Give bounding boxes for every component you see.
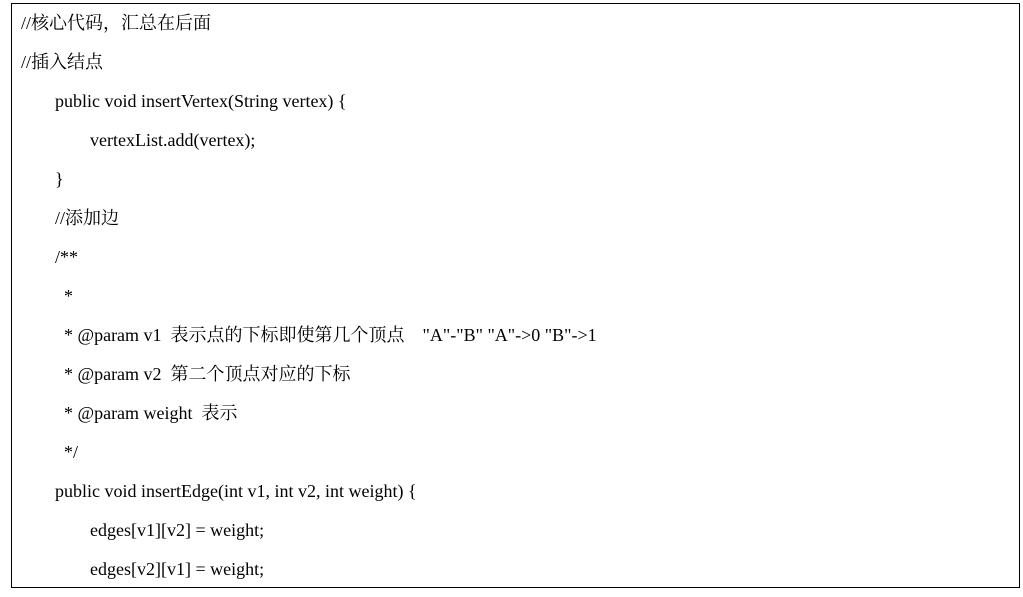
code-line-1: //核心代码，汇总在后面: [21, 13, 212, 33]
code-line-4: vertexList.add(vertex);: [90, 130, 256, 150]
code-line-12: */: [64, 442, 79, 462]
code-block: [11, 3, 1020, 588]
code-line-9: * @param v1 表示点的下标即使第几个顶点 "A"-"B" "A"->0 "B"->1: [64, 325, 597, 345]
code-line-11: * @param weight 表示: [64, 403, 238, 423]
code-line-14: edges[v1][v2] = weight;: [90, 520, 265, 540]
code-line-3: public void insertVertex(String vertex) {: [55, 91, 347, 111]
code-line-13: public void insertEdge(int v1, int v2, int weight) {: [55, 481, 417, 501]
code-line-8: *: [64, 286, 73, 306]
code-line-7: /**: [55, 247, 79, 267]
code-line-6: //添加边: [55, 208, 120, 228]
code-line-5: }: [55, 169, 64, 189]
code-line-2: //插入结点: [21, 52, 104, 72]
code-line-10: * @param v2 第二个顶点对应的下标: [64, 364, 351, 384]
code-line-15: edges[v2][v1] = weight;: [90, 559, 265, 579]
